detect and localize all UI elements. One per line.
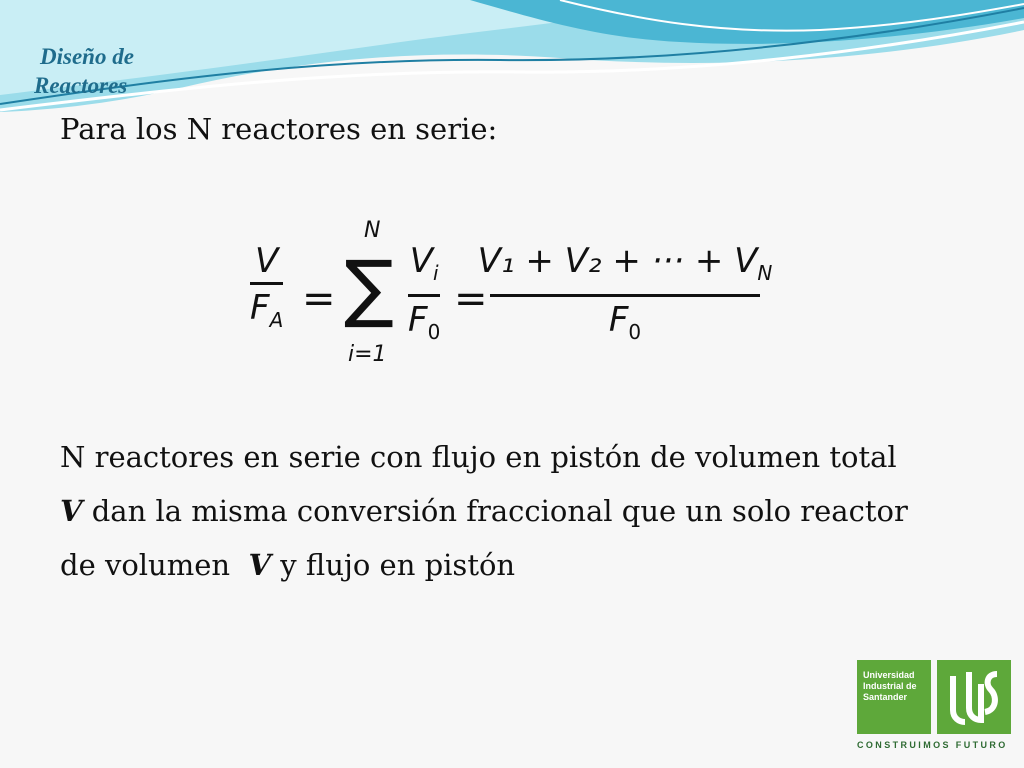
uis-logo [845,650,1017,760]
formula-term-fraction [408,242,440,351]
course-title [34,42,134,100]
summation [342,220,404,380]
bold-v: V [248,548,272,582]
formula-rhs-num-sub: N [757,261,773,285]
formula-lhs-numerator: V [254,241,279,281]
paragraph-line-2 [60,484,980,538]
paragraph-line-3 [60,538,980,592]
course-title-line2: Reactores [34,73,128,98]
slide-paragraph [60,430,980,592]
header-waves [0,0,1024,130]
formula-lhs-den-var: F [250,288,270,328]
uis-logo-name-block [857,660,931,734]
formula [250,218,773,380]
sigma-symbol: ∑ [344,245,394,331]
paragraph-line-2-text: dan la misma conversión fraccional que un solo reactor [82,494,908,528]
formula-term-num-var: V [409,241,433,281]
uis-emblem-icon [937,660,1011,734]
formula-term-den-sub: 0 [427,320,441,344]
formula-rhs-den-var: F [608,300,629,340]
course-title-line1: Diseño de [40,44,134,69]
formula-lhs-den-sub: A [269,308,284,332]
bold-v: V [60,494,83,528]
formula-rhs-den-sub: 0 [628,320,642,344]
paragraph-line-3-text-b: y flujo en pistón [271,548,516,582]
slide-heading: Para los N reactores en serie: [60,112,498,146]
formula-rhs-numerator: V₁ + V₂ + ··· + V [477,241,758,281]
formula-term-num-sub: i [433,261,439,285]
fraction-bar [250,282,283,285]
summation-upper-limit: N [364,218,381,243]
formula-lhs-fraction [250,242,283,339]
formula-term-den-var: F [408,300,428,340]
formula-rhs-fraction [477,241,773,351]
fraction-bar [408,294,440,297]
uis-slogan: CONSTRUIMOS FUTURO [857,740,1008,750]
paragraph-line-3-text-a: de volumen [60,548,249,582]
summation-lower-limit: i=1 [348,342,387,367]
fraction-bar [490,294,760,297]
uis-name-line3: Santander [863,692,908,702]
uis-name-line1: Universidad [863,670,915,680]
uis-name-line2: Industrial de [863,681,917,691]
equals-sign-1: = [302,276,336,322]
paragraph-line-1: N reactores en serie con flujo en pistón de volumen total [60,440,897,474]
equals-sign-2: = [454,276,488,322]
